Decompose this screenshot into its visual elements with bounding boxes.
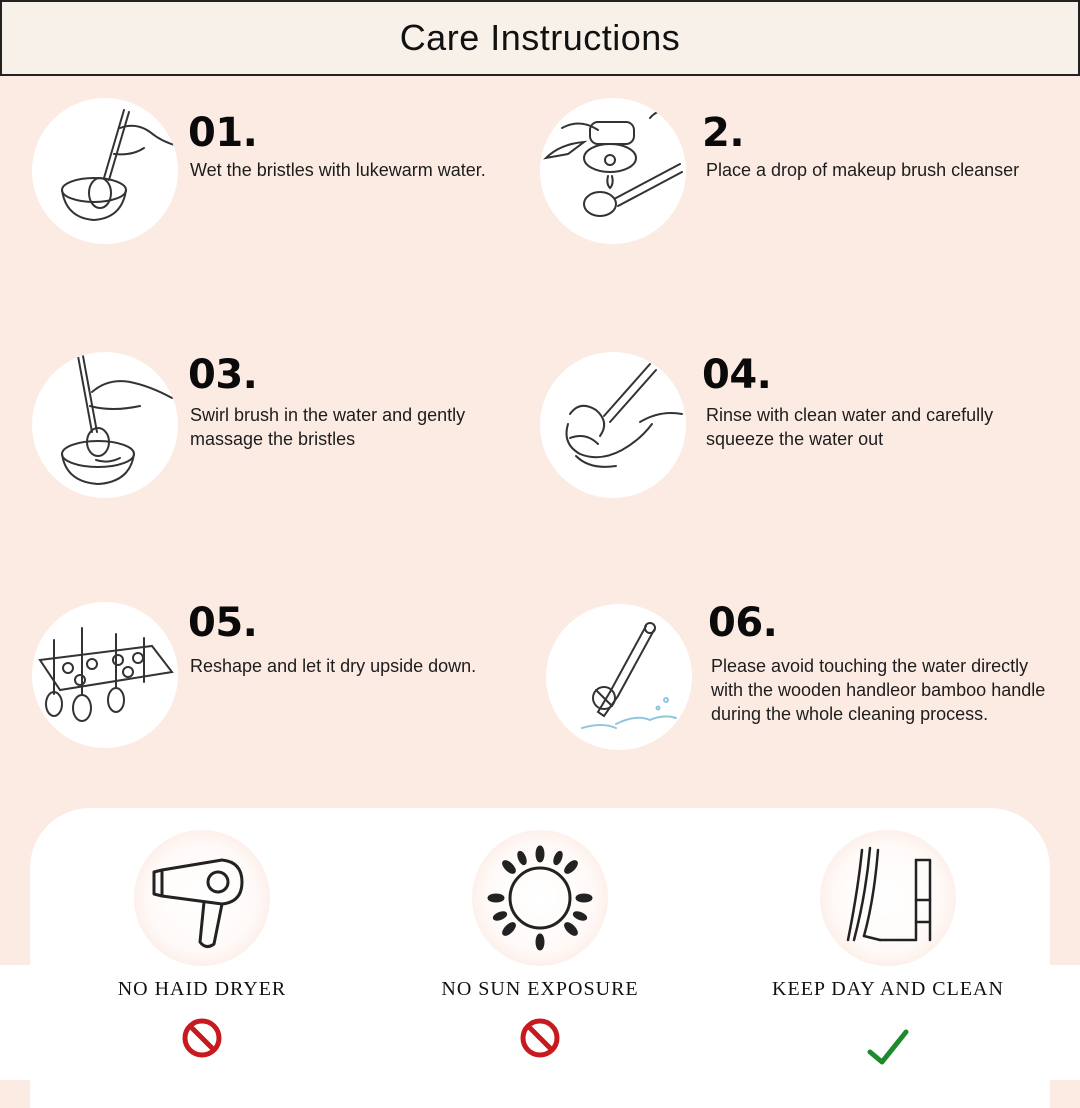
step-number: 04.: [702, 352, 772, 398]
step-number: 03.: [188, 352, 258, 398]
step-description: Please avoid touching the water directly with the wooden handleor bamboo handle during the whole cleaning process.: [711, 656, 1046, 724]
window-curtain-icon: [820, 830, 956, 966]
care-item-no-hair-dryer: [52, 828, 352, 1068]
step-number: 2.: [702, 110, 745, 156]
care-label: NO SUN EXPOSURE: [441, 978, 639, 1000]
step-description: Wet the bristles with lukewarm water.: [190, 160, 486, 180]
header-bar: [0, 0, 1080, 76]
prohibited-icon: [518, 1016, 562, 1060]
hair-dryer-icon: [134, 830, 270, 966]
care-item-no-sun-exposure: [390, 828, 690, 1068]
step-description: Reshape and let it dry upside down.: [190, 656, 477, 676]
prohibited-icon: [180, 1016, 224, 1060]
no-water-handle-icon: [546, 604, 692, 750]
step-description: Swirl brush in the water and gently massage the bristles: [190, 405, 466, 449]
care-label: KEEP DAY AND CLEAN: [772, 978, 1004, 1000]
step-description: Place a drop of makeup brush cleanser: [706, 160, 1020, 180]
sun-icon: [472, 830, 608, 966]
cleanser-drop-icon: [540, 98, 686, 244]
checkmark-icon: [866, 1026, 910, 1070]
step-description: Rinse with clean water and carefully squeeze the water out: [706, 405, 994, 449]
swirl-brush-icon: [32, 352, 178, 498]
step-number: 01.: [188, 110, 258, 156]
step-number: 06.: [708, 600, 778, 646]
bowl-brush-icon: [32, 98, 178, 244]
step-number: 05.: [188, 600, 258, 646]
care-label: NO HAID DRYER: [117, 978, 287, 1000]
squeeze-brush-icon: [540, 352, 686, 498]
drying-rack-icon: [32, 602, 178, 748]
page-title: Care Instructions: [399, 17, 681, 58]
care-item-keep-dry-and-clean: [738, 828, 1038, 1068]
